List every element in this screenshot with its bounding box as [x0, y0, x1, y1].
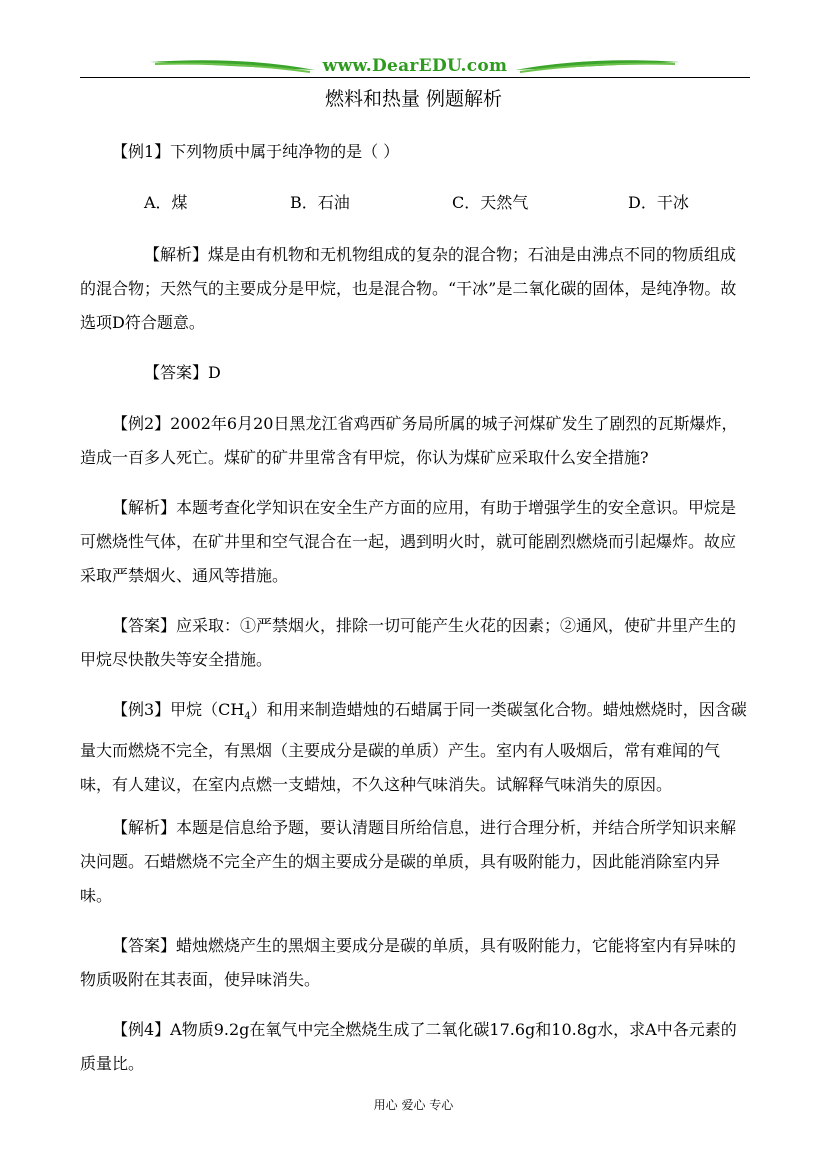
example1-question: 【例1】下列物质中属于纯净物的是（ ）: [112, 142, 400, 161]
example1-answer: 【答案】D: [144, 363, 221, 382]
example1-options: [0, 190, 827, 220]
option-b: B．石油: [290, 193, 350, 212]
example3-answer: 【答案】蜡烛燃烧产生的黑烟主要成分是碳的单质，具有吸附能力，它能将室内有异味的物质吸附在其表面，使异味消失。: [80, 936, 737, 989]
example2-question: 【例2】2002年6月20日黑龙江省鸡西矿务局所属的城子河煤矿发生了剧烈的瓦斯爆炸，造成一百多人死亡。煤矿的矿井里常含有甲烷，你认为煤矿应采取什么安全措施?: [80, 414, 738, 467]
option-a: A．煤: [144, 193, 188, 212]
example4-question: 【例4】A物质9.2g在氧气中完全燃烧生成了二氧化碳17.6g和10.8g水，求A中各元素的质量比。: [80, 1020, 737, 1073]
site-header: [80, 54, 750, 78]
example2-analysis: 【解析】本题考查化学知识在安全生产方面的应用，有助于增强学生的安全意识。甲烷是可燃烧性气体，在矿井里和空气混合在一起，遇到明火时，就可能剧烈燃烧而引起爆炸。故应采取严禁烟火、通风等措施。: [80, 498, 737, 585]
example1-analysis: 【解析】煤是由有机物和无机物组成的复杂的混合物；石油是由沸点不同的物质组成的混合物；天然气的主要成分是甲烷，也是混合物。“干冰”是二氧化碳的固体，是纯净物。故选项D符合题意。: [80, 245, 737, 332]
option-d: D．干冰: [628, 193, 689, 212]
example3-question: 【例3】甲烷$(CH_4)$和用来制造蜡烛的石蜡属于同一类碳氢化合物。蜡烛燃烧时，因含碳量大而燃烧不完全，有黑烟（主要成分是碳的单质）产生。室内有人吸烟后，常有难闻的气味，有人建议，在室内点燃一支蜡烛，不久这种气味消失。试解释气味消失的原因。: [80, 700, 747, 795]
page-title: 燃料和热量 例题解析: [324, 88, 503, 110]
example3-analysis: 【解析】本题是信息给予题，要认清题目所给信息，进行合理分析，并结合所学知识来解决问题。石蜡燃烧不完全产生的烟主要成分是碳的单质，具有吸附能力，因此能消除室内异味。: [80, 818, 737, 905]
example2-answer: 【答案】应采取：①严禁烟火，排除一切可能产生火花的因素；②通风，使矿井里产生的甲烷尽快散失等安全措施。: [80, 616, 737, 669]
page-footer: 用心 爱心 专心: [373, 1098, 454, 1112]
option-c: C．天然气: [452, 193, 529, 212]
site-logo[interactable]: www.DearEDU.com: [80, 56, 750, 76]
header-divider: [80, 77, 750, 78]
